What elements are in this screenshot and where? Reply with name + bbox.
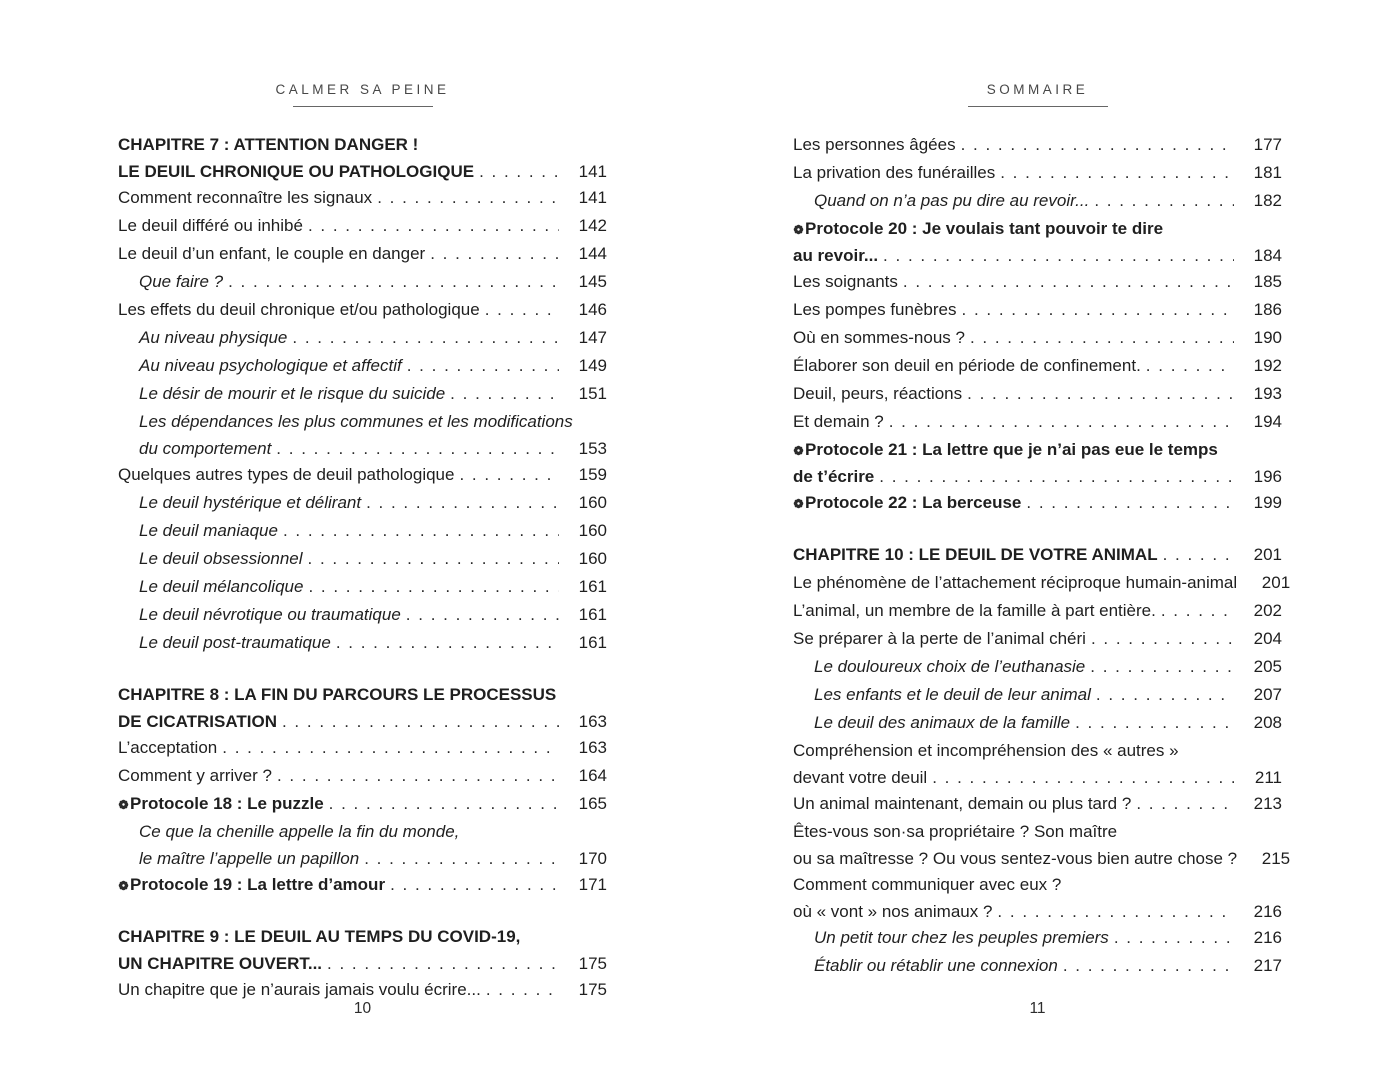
- toc-entry-title: Protocole 18 : Le puzzle: [130, 794, 324, 813]
- toc-entry-title: LE DEUIL CHRONIQUE OU PATHOLOGIQUE: [118, 162, 475, 181]
- toc-line: [118, 790, 607, 818]
- toc-entry: [118, 296, 607, 324]
- toc-line: [118, 601, 607, 629]
- toc-entry-title: Comment reconnaître les signaux: [118, 188, 373, 207]
- toc-line: [793, 489, 1282, 517]
- toc-entry-page-number: 205: [1253, 657, 1282, 676]
- toc-entry-page-number: 164: [578, 766, 607, 785]
- toc-entry-page-number: 216: [1253, 902, 1282, 921]
- toc-line: [118, 846, 607, 871]
- toc-entry-page-number: 165: [578, 794, 607, 813]
- dot-leader: [406, 601, 559, 629]
- toc-entry-page-number: 199: [1253, 493, 1282, 512]
- toc-entry-title: DE CICATRISATION: [118, 712, 277, 731]
- toc-entry-title: Quand on n’a pas pu dire au revoir...: [814, 191, 1090, 210]
- dot-leader: [222, 734, 559, 762]
- toc-line: [118, 923, 607, 951]
- toc-entry-title: Deuil, peurs, réactions: [793, 384, 963, 403]
- dot-leader: [1026, 489, 1234, 517]
- dot-leader: [967, 380, 1234, 408]
- toc-entry-page-number: 144: [578, 244, 607, 263]
- toc-entry-title: ou sa maîtresse ? Ou vous sentez-vous bien autre chose ?: [793, 849, 1238, 868]
- dot-leader: [1136, 790, 1234, 818]
- toc-entry-title: Le deuil post-traumatique: [139, 633, 331, 652]
- toc-line: [118, 545, 607, 573]
- toc-entry: [793, 268, 1282, 296]
- toc-line: [118, 408, 607, 436]
- toc-entry-title: Êtes-vous son·sa propriétaire ? Son maître: [793, 822, 1118, 841]
- toc-entry-title: Le deuil obsessionnel: [139, 549, 303, 568]
- toc-entry-page-number: 185: [1253, 272, 1282, 291]
- toc-entry-title: Protocole 20 : Je voulais tant pouvoir te dire: [805, 219, 1164, 238]
- toc-entry: [793, 818, 1291, 871]
- dot-leader: [1146, 352, 1234, 380]
- toc-entry-title: Les pompes funèbres: [793, 300, 957, 319]
- toc-entry: [793, 597, 1282, 625]
- dot-leader: [879, 464, 1234, 489]
- running-header-title: CALMER SA PEINE: [275, 82, 450, 97]
- toc-entry: [118, 681, 607, 734]
- toc-entry-page-number: 171: [578, 875, 607, 894]
- toc-entry: [118, 212, 607, 240]
- toc-line: [118, 436, 607, 461]
- protocole-florette-icon: [793, 498, 804, 509]
- dot-leader: [430, 240, 559, 268]
- toc-line: [793, 597, 1282, 625]
- toc-entry: [118, 408, 607, 461]
- toc-list-left: [118, 131, 607, 1004]
- dot-leader: [228, 268, 559, 296]
- toc-entry-page-number: 147: [578, 328, 607, 347]
- dot-leader: [1161, 597, 1234, 625]
- dot-leader: [883, 243, 1234, 268]
- toc-entry: [793, 131, 1282, 159]
- toc-entry-page-number: 161: [578, 605, 607, 624]
- toc-entry-page-number: 182: [1253, 191, 1282, 210]
- toc-entry-title: CHAPITRE 7 : ATTENTION DANGER !: [118, 135, 419, 154]
- toc-entry: [118, 573, 607, 601]
- dot-leader: [1096, 681, 1234, 709]
- toc-entry: [793, 159, 1282, 187]
- toc-entry-title: Compréhension et incompréhension des « autres »: [793, 741, 1179, 760]
- toc-line: [118, 324, 607, 352]
- toc-entry-title: Comment y arriver ?: [118, 766, 272, 785]
- toc-entry-title: Les personnes âgées: [793, 135, 956, 154]
- dot-leader: [308, 573, 559, 601]
- dot-leader: [1091, 625, 1234, 653]
- toc-line: [793, 408, 1282, 436]
- toc-line: [793, 899, 1282, 924]
- toc-entry-page-number: 146: [578, 300, 607, 319]
- protocole-florette-icon: [793, 224, 804, 235]
- toc-entry: [793, 489, 1282, 517]
- toc-line: [793, 871, 1282, 899]
- toc-entry: [118, 352, 607, 380]
- toc-entry-title: Quelques autres types de deuil pathologique: [118, 465, 455, 484]
- toc-entry-title: Les enfants et le deuil de leur animal: [814, 685, 1091, 704]
- toc-entry-title: devant votre deuil: [793, 768, 928, 787]
- toc-entry: [793, 737, 1282, 790]
- toc-line: [118, 296, 607, 324]
- toc-entry-page-number: 217: [1253, 956, 1282, 975]
- toc-entry: [793, 709, 1282, 737]
- toc-entry-page-number: 207: [1253, 685, 1282, 704]
- toc-entry-title: Un animal maintenant, demain ou plus tard ?: [793, 794, 1132, 813]
- toc-entry: [793, 541, 1282, 569]
- protocole-florette-icon: [793, 445, 804, 456]
- toc-entry: [793, 187, 1282, 215]
- toc-entry-title: Le deuil différé ou inhibé: [118, 216, 303, 235]
- toc-entry-title: Protocole 22 : La berceuse: [805, 493, 1022, 512]
- toc-entry-title: L’animal, un membre de la famille à part entière.: [793, 601, 1156, 620]
- dot-leader: [1000, 159, 1234, 187]
- folio-page-number: 11: [1029, 1000, 1046, 1017]
- toc-entry: [793, 871, 1282, 924]
- dot-leader: [292, 324, 559, 352]
- toc-entry-title: Le deuil hystérique et délirant: [139, 493, 362, 512]
- toc-entry-title: Le deuil d’un enfant, le couple en danger: [118, 244, 426, 263]
- dot-leader: [308, 212, 559, 240]
- header-rule: [293, 106, 433, 107]
- toc-line: [793, 790, 1282, 818]
- toc-entry-page-number: 145: [578, 272, 607, 291]
- running-header-right: [793, 82, 1282, 107]
- toc-entry-title: Ce que la chenille appelle la fin du monde,: [139, 822, 460, 841]
- toc-entry-page-number: 201: [1261, 573, 1291, 592]
- toc-line: [793, 765, 1282, 790]
- toc-entry: [118, 184, 607, 212]
- toc-line: [793, 709, 1282, 737]
- toc-entry: [118, 461, 607, 489]
- toc-entry-title: Protocole 19 : La lettre d’amour: [130, 875, 386, 894]
- running-header-left: [118, 82, 607, 107]
- toc-line: [118, 629, 607, 657]
- header-rule: [968, 106, 1108, 107]
- running-header-title: SOMMAIRE: [986, 82, 1089, 97]
- dot-leader: [366, 489, 559, 517]
- page-right: [793, 0, 1291, 1073]
- toc-entry: [793, 436, 1282, 489]
- toc-entry-page-number: 184: [1253, 246, 1282, 265]
- toc-entry-page-number: 160: [578, 549, 607, 568]
- toc-entry-title: Le deuil des animaux de la famille: [814, 713, 1071, 732]
- toc-entry: [118, 517, 607, 545]
- toc-entry: [793, 215, 1282, 268]
- toc-entry: [793, 924, 1282, 952]
- toc-entry-page-number: 177: [1253, 135, 1282, 154]
- toc-line: [793, 268, 1282, 296]
- toc-line: [793, 215, 1282, 243]
- toc-line: [793, 352, 1282, 380]
- toc-line: [118, 212, 607, 240]
- dot-leader: [283, 517, 559, 545]
- toc-entry-page-number: 160: [578, 493, 607, 512]
- toc-entry-page-number: 175: [578, 954, 607, 973]
- toc-entry: [793, 625, 1282, 653]
- toc-entry-page-number: 170: [578, 849, 607, 868]
- toc-line: [793, 296, 1282, 324]
- toc-entry-page-number: 193: [1253, 384, 1282, 403]
- toc-entry-title: Les effets du deuil chronique et/ou pathologique: [118, 300, 480, 319]
- toc-entry-title: Le douloureux choix de l’euthanasie: [814, 657, 1086, 676]
- toc-entry-title: CHAPITRE 10 : LE DEUIL DE VOTRE ANIMAL: [793, 545, 1158, 564]
- toc-entry: [118, 601, 607, 629]
- toc-entry-page-number: 163: [578, 712, 607, 731]
- dot-leader: [479, 159, 559, 184]
- toc-entry-title: Où en sommes-nous ?: [793, 328, 965, 347]
- toc-entry: [118, 268, 607, 296]
- toc-line: [118, 734, 607, 762]
- toc-entry: [793, 380, 1282, 408]
- toc-line: [118, 818, 607, 846]
- toc-line: [118, 131, 607, 159]
- toc-entry-title: Le deuil névrotique ou traumatique: [139, 605, 401, 624]
- toc-entry: [793, 352, 1282, 380]
- toc-line: [793, 541, 1282, 569]
- toc-line: [793, 436, 1282, 464]
- toc-entry-page-number: 201: [1253, 545, 1282, 564]
- toc-entry-title: le maître l’appelle un papillon: [139, 849, 360, 868]
- toc-entry: [793, 790, 1282, 818]
- toc-entry-title: Un chapitre que je n’aurais jamais voulu écrire...: [118, 980, 481, 999]
- dot-leader: [889, 408, 1234, 436]
- dot-leader: [1094, 187, 1234, 215]
- dot-leader: [932, 765, 1234, 790]
- toc-entry-title: au revoir...: [793, 246, 879, 265]
- dot-leader: [327, 951, 559, 976]
- toc-entry-title: Un petit tour chez les peuples premiers: [814, 928, 1109, 947]
- toc-line: [793, 464, 1282, 489]
- toc-line: [118, 681, 607, 709]
- toc-entry: [793, 324, 1282, 352]
- toc-entry-title: Et demain ?: [793, 412, 884, 431]
- protocole-florette-icon: [118, 799, 129, 810]
- toc-entry-title: Au niveau physique: [139, 328, 288, 347]
- toc-entry: [118, 762, 607, 790]
- toc-line: [793, 952, 1282, 980]
- dot-leader: [282, 709, 559, 734]
- toc-entry-title: Le deuil mélancolique: [139, 577, 304, 596]
- toc-entry-title: Établir ou rétablir une connexion: [814, 956, 1058, 975]
- toc-line: [793, 324, 1282, 352]
- toc-entry-title: où « vont » nos animaux ?: [793, 902, 993, 921]
- dot-leader: [336, 629, 559, 657]
- toc-entry: [118, 923, 607, 976]
- toc-line: [118, 709, 607, 734]
- toc-line: [793, 653, 1282, 681]
- toc-entry-page-number: 186: [1253, 300, 1282, 319]
- toc-entry: [118, 489, 607, 517]
- toc-entry: [118, 790, 607, 818]
- toc-entry-title: Élaborer son deuil en période de confinement.: [793, 356, 1141, 375]
- toc-line: [118, 380, 607, 408]
- toc-entry: [793, 296, 1282, 324]
- toc-entry-page-number: 202: [1253, 601, 1282, 620]
- dot-leader: [1114, 924, 1234, 952]
- toc-entry-page-number: 213: [1253, 794, 1282, 813]
- toc-entry-title: du comportement: [139, 439, 272, 458]
- dot-leader: [1063, 952, 1234, 980]
- dot-leader: [485, 296, 559, 324]
- toc-line: [793, 187, 1282, 215]
- toc-entry-page-number: 141: [578, 188, 607, 207]
- folio-page-number: 10: [353, 1000, 372, 1017]
- toc-entry-title: UN CHAPITRE OUVERT...: [118, 954, 323, 973]
- toc-line: [793, 625, 1282, 653]
- toc-entry-title: Le deuil maniaque: [139, 521, 278, 540]
- toc-entry: [118, 240, 607, 268]
- toc-entry-title: CHAPITRE 9 : LE DEUIL AU TEMPS DU COVID-19,: [118, 927, 521, 946]
- toc-entry-title: Protocole 21 : La lettre que je n’ai pas eue le temps: [805, 440, 1218, 459]
- toc-entry-page-number: 153: [578, 439, 607, 458]
- dot-leader: [1090, 653, 1234, 681]
- dot-leader: [277, 762, 559, 790]
- toc-entry: [793, 681, 1282, 709]
- toc-entry-page-number: 142: [578, 216, 607, 235]
- toc-list-right: [793, 131, 1291, 980]
- dot-leader: [450, 380, 559, 408]
- dot-leader: [407, 352, 559, 380]
- toc-entry-title: Au niveau psychologique et affectif: [139, 356, 402, 375]
- dot-leader: [377, 184, 559, 212]
- toc-entry-page-number: 181: [1253, 163, 1282, 182]
- toc-entry-title: L’acceptation: [118, 738, 218, 757]
- dot-leader: [997, 899, 1234, 924]
- dot-leader: [1075, 709, 1234, 737]
- toc-line: [793, 159, 1282, 187]
- toc-line: [793, 681, 1282, 709]
- toc-entry-title: La privation des funérailles: [793, 163, 996, 182]
- toc-entry-page-number: 211: [1254, 768, 1282, 787]
- toc-entry: [118, 324, 607, 352]
- dot-leader: [390, 871, 559, 899]
- toc-entry-page-number: 149: [578, 356, 607, 375]
- toc-line: [118, 573, 607, 601]
- toc-line: [793, 737, 1282, 765]
- toc-line: [118, 461, 607, 489]
- toc-entry-page-number: 141: [578, 162, 607, 181]
- toc-entry-title: Comment communiquer avec eux ?: [793, 875, 1062, 894]
- toc-entry: [118, 131, 607, 184]
- toc-entry-title: Que faire ?: [139, 272, 224, 291]
- toc-line: [793, 380, 1282, 408]
- toc-line: [793, 846, 1291, 871]
- toc-entry: [118, 871, 607, 899]
- toc-entry: [793, 653, 1282, 681]
- toc-entry-title: CHAPITRE 8 : LA FIN DU PARCOURS LE PROCESSUS: [118, 685, 557, 704]
- toc-entry: [793, 408, 1282, 436]
- toc-entry-page-number: 208: [1253, 713, 1282, 732]
- toc-entry-page-number: 216: [1253, 928, 1282, 947]
- toc-line: [118, 762, 607, 790]
- toc-entry-page-number: 215: [1261, 849, 1291, 868]
- toc-entry: [793, 952, 1282, 980]
- toc-entry-page-number: 161: [578, 633, 607, 652]
- toc-entry-page-number: 204: [1253, 629, 1282, 648]
- toc-entry-page-number: 161: [578, 577, 607, 596]
- toc-entry: [118, 629, 607, 657]
- dot-leader: [961, 131, 1234, 159]
- toc-line: [118, 352, 607, 380]
- dot-leader: [903, 268, 1234, 296]
- dot-leader: [276, 436, 559, 461]
- toc-entry-title: Se préparer à la perte de l’animal chéri: [793, 629, 1086, 648]
- toc-entry-title: Le désir de mourir et le risque du suicide: [139, 384, 446, 403]
- page-left: [118, 0, 607, 1073]
- toc-entry-title: Les soignants: [793, 272, 898, 291]
- dot-leader: [329, 790, 559, 818]
- protocole-florette-icon: [118, 880, 129, 891]
- toc-entry-page-number: 192: [1253, 356, 1282, 375]
- toc-line: [118, 240, 607, 268]
- toc-line: [118, 871, 607, 899]
- dot-leader: [364, 846, 559, 871]
- toc-entry-page-number: 175: [578, 980, 607, 999]
- dot-leader: [308, 545, 559, 573]
- toc-entry-page-number: 190: [1253, 328, 1282, 347]
- toc-entry-title: de t’écrire: [793, 467, 875, 486]
- toc-entry: [118, 545, 607, 573]
- toc-entry: [118, 734, 607, 762]
- toc-entry-page-number: 160: [578, 521, 607, 540]
- toc-line: [793, 924, 1282, 952]
- toc-line: [118, 159, 607, 184]
- toc-line: [793, 818, 1282, 846]
- toc-line: [793, 131, 1282, 159]
- toc-entry-page-number: 163: [578, 738, 607, 757]
- dot-leader: [1163, 541, 1234, 569]
- toc-entry: [118, 380, 607, 408]
- toc-line: [118, 489, 607, 517]
- toc-entry-page-number: 196: [1253, 467, 1282, 486]
- toc-entry-title: Le phénomène de l’attachement réciproque humain-animal: [793, 573, 1238, 592]
- dot-leader: [459, 461, 559, 489]
- toc-entry-title: Les dépendances les plus communes et les modifications: [139, 412, 573, 431]
- toc-line: [118, 268, 607, 296]
- dot-leader: [962, 296, 1235, 324]
- toc-entry-page-number: 159: [578, 465, 607, 484]
- toc-line: [793, 569, 1291, 597]
- toc-entry-page-number: 151: [578, 384, 607, 403]
- toc-entry-page-number: 194: [1253, 412, 1282, 431]
- toc-line: [118, 517, 607, 545]
- toc-entry: [793, 569, 1291, 597]
- toc-entry: [118, 818, 607, 871]
- toc-line: [118, 184, 607, 212]
- toc-line: [793, 243, 1282, 268]
- dot-leader: [970, 324, 1234, 352]
- toc-line: [118, 951, 607, 976]
